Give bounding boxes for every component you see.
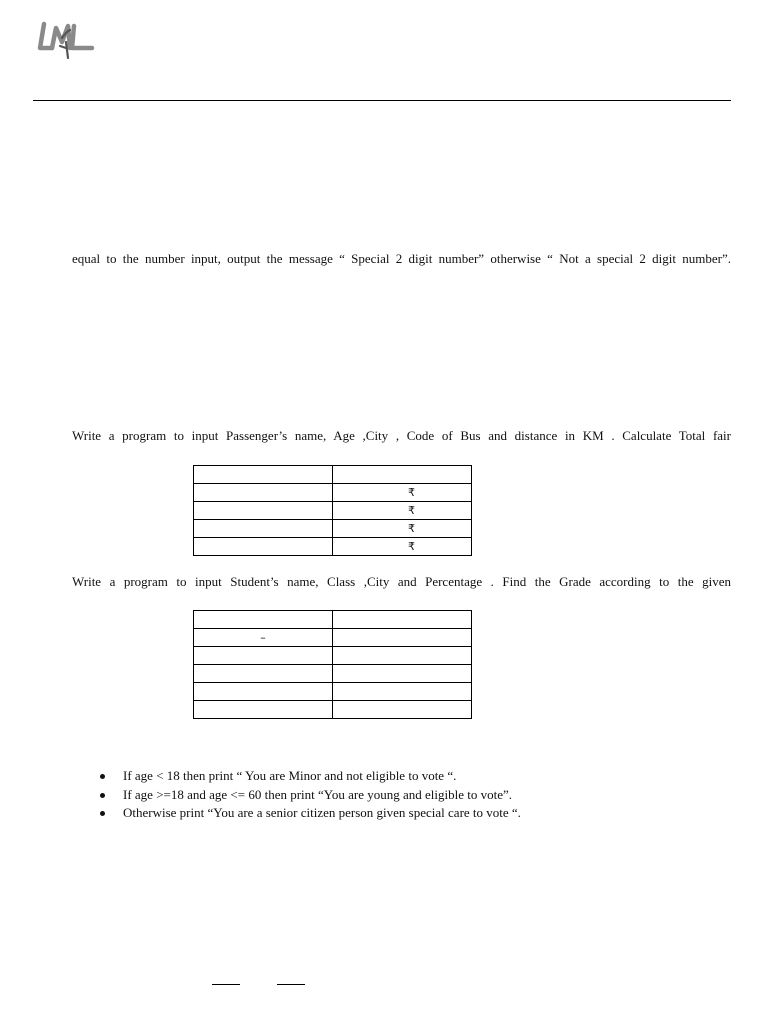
header-rule <box>33 100 731 101</box>
table-row <box>194 647 472 665</box>
table-cell <box>333 611 472 629</box>
table-cell: ₹ <box>333 484 472 502</box>
table-row <box>194 520 472 538</box>
table-cell <box>333 665 472 683</box>
list-item <box>98 804 521 823</box>
table-cell <box>333 683 472 701</box>
table-cell: – <box>194 629 333 647</box>
table-cell <box>333 701 472 719</box>
table-cell <box>194 520 333 538</box>
blank-line <box>277 984 305 985</box>
list-item <box>98 767 521 786</box>
table-cell <box>194 466 333 484</box>
table-cell: ₹ <box>333 538 472 556</box>
voting-conditions-list <box>98 767 521 823</box>
table-cell: ₹ <box>333 502 472 520</box>
paragraph-bus-fare: Write a program to input Passenger’s name, Age ,City , Code of Bus and distance in KM . Calculate Total fair <box>72 428 731 443</box>
list-item-text: If age >=18 and age <= 60 then print “You are young and eligible to vote”. <box>123 786 513 802</box>
lml-logo <box>36 18 98 62</box>
table-cell <box>194 611 333 629</box>
table-row <box>194 538 472 556</box>
bullet-icon <box>100 793 105 798</box>
table-cell <box>333 466 472 484</box>
table-row <box>194 683 472 701</box>
table-row <box>194 629 472 647</box>
table-row <box>194 466 472 484</box>
blank-line <box>212 984 240 985</box>
grade-table <box>193 610 472 719</box>
table-cell <box>194 701 333 719</box>
bullet-icon <box>100 811 105 816</box>
table-cell <box>333 647 472 665</box>
table-cell <box>194 665 333 683</box>
paragraph-special-number: equal to the number input, output the message “ Special 2 digit number” otherwise “ Not a special 2 digit number”. <box>72 251 731 266</box>
list-item <box>98 786 521 805</box>
table-cell <box>194 683 333 701</box>
bullet-icon <box>100 774 105 779</box>
paragraph-student-grade: Write a program to input Student’s name, Class ,City and Percentage . Find the Grade according to the given <box>72 574 731 589</box>
table-row <box>194 665 472 683</box>
table-row <box>194 484 472 502</box>
table-row <box>194 502 472 520</box>
table-cell <box>333 629 472 647</box>
table-cell <box>194 538 333 556</box>
table-row <box>194 701 472 719</box>
table-cell <box>194 484 333 502</box>
table-cell: ₹ <box>333 520 472 538</box>
table-row <box>194 611 472 629</box>
table-cell <box>194 647 333 665</box>
list-item-text: If age < 18 then print “ You are Minor and not eligible to vote “. <box>123 768 457 783</box>
fare-table <box>193 465 472 556</box>
table-cell <box>194 502 333 520</box>
list-item-text: Otherwise print “You are a senior citizen person given special care to vote “. <box>123 805 521 820</box>
